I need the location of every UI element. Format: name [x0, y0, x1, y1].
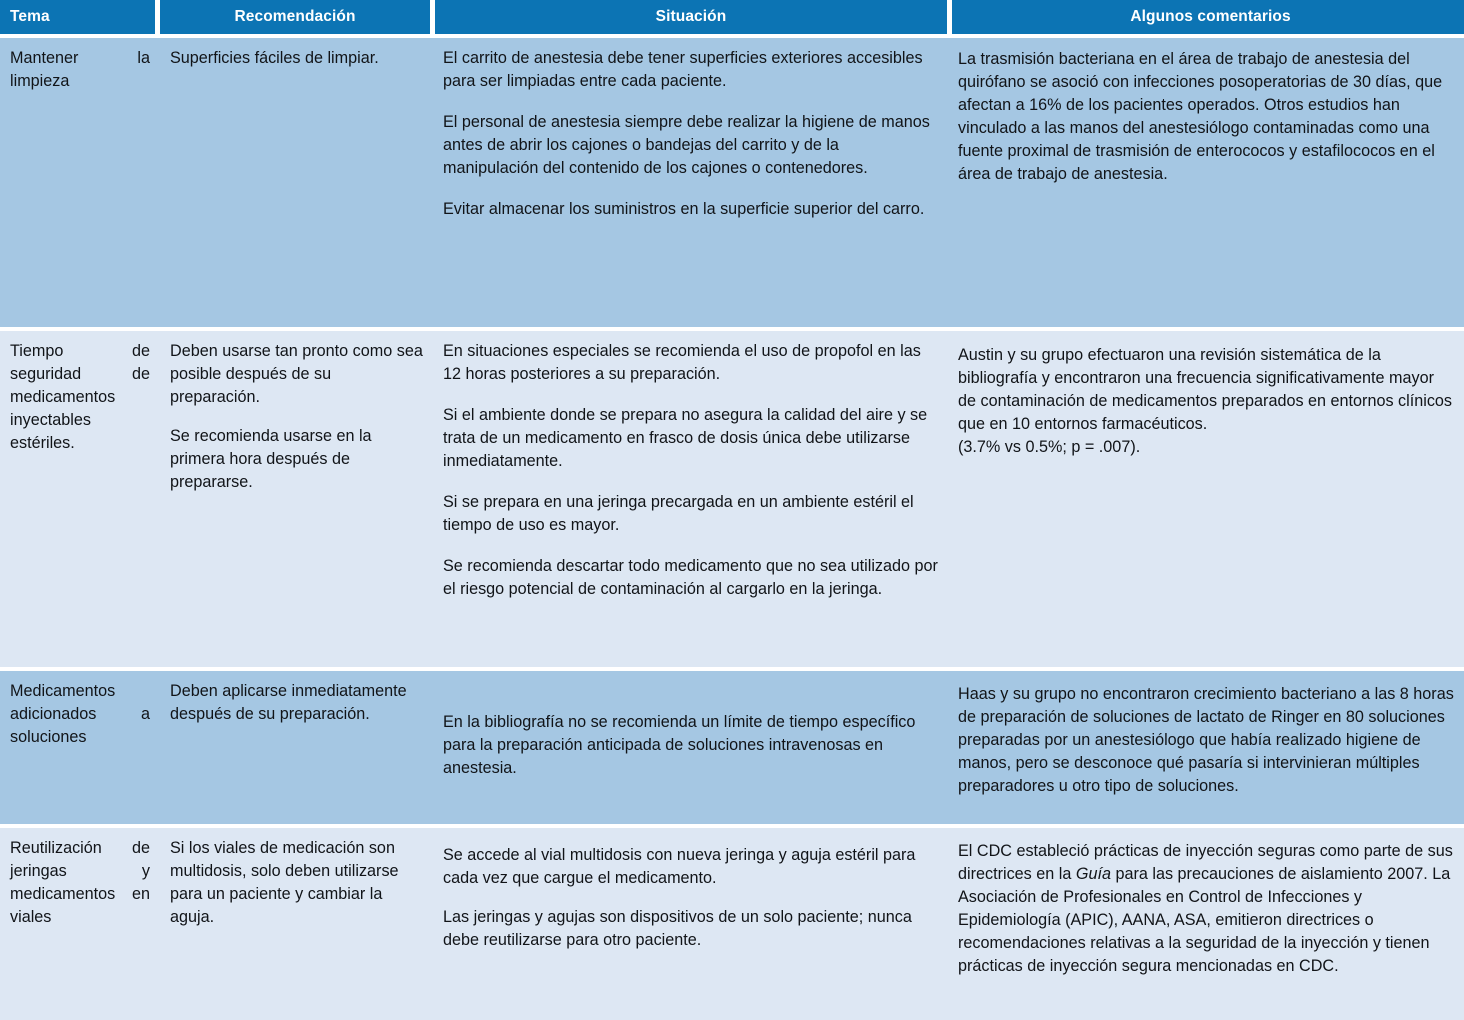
cell-tema: [0, 671, 160, 824]
cell-text: La trasmisión bacteriana en el área de trabajo de anestesia del quirófano se asoció con infecciones posoperatorias de 30 días, que afectan a 16% de los pacientes operados. Otros estudios han vinculado a las manos del anestesiólogo contaminadas como una fuente proximal de trasmisión de enterococos y estafilococos en el área de trabajo de anestesia.: [958, 50, 1443, 183]
cell-recomendacion: [160, 671, 433, 824]
cell-text-part: El CDC estableció prácticas de inyección seguras como parte de sus directrices en la: [958, 842, 1453, 883]
cell-text: Reutilización de jeringas y medicamentos en viales: [10, 839, 150, 926]
cell-text: Se accede al vial multidosis con nueva jeringa y aguja estéril para cada vez que cargue el medicamento.: [443, 846, 916, 887]
column-header-situacion: Situación: [435, 0, 947, 34]
cell-text: Haas y su grupo no encontraron crecimiento bacteriano a las 8 horas de preparación de soluciones de lactato de Ringer en 80 soluciones preparadas por un anestesiólogo que había realizado higiene de manos, pero se desconoce qué pasaría si intervinieran múltiples preparadores u otro tipo de soluciones.: [958, 685, 1454, 795]
cell-text: Superficies fáciles de limpiar.: [170, 49, 379, 67]
cell-recomendacion: [160, 331, 433, 667]
cell-situacion: [433, 38, 948, 327]
cell-text: Evitar almacenar los suministros en la superficie superior del carro.: [443, 200, 925, 218]
cell-text-mixed: [958, 840, 1454, 978]
cell-text: Deben aplicarse inmediatamente después de su preparación.: [170, 682, 407, 723]
cell-text: Tiempo de seguridad de medicamentos inyectables estériles.: [10, 342, 150, 452]
cell-tema: [0, 331, 160, 667]
cell-comentarios: [948, 331, 1464, 667]
cell-text: Deben usarse tan pronto como sea posible después de su preparación.: [170, 342, 423, 406]
cell-situacion: [433, 828, 948, 1020]
cell-comentarios: [948, 671, 1464, 824]
cell-text: El carrito de anestesia debe tener superficies exteriores accesibles para ser limpiadas entre cada paciente.: [443, 49, 923, 90]
table-row: [0, 671, 1464, 824]
cell-text: Se recomienda usarse en la primera hora después de prepararse.: [170, 427, 372, 491]
cell-situacion: [433, 671, 948, 824]
column-header-recomendacion: Recomendación: [160, 0, 430, 34]
cell-text: En la bibliografía no se recomienda un límite de tiempo específico para la preparación anticipada de soluciones intravenosas en anestesia.: [443, 713, 916, 777]
cell-recomendacion: [160, 828, 433, 1020]
cell-text: Las jeringas y agujas son dispositivos de un solo paciente; nunca debe reutilizarse para otro paciente.: [443, 908, 912, 949]
cell-text: En situaciones especiales se recomienda el uso de propofol en las 12 horas posteriores a su preparación.: [443, 342, 921, 383]
cell-recomendacion: [160, 38, 433, 327]
cell-situacion: [433, 331, 948, 667]
cell-text: Si el ambiente donde se prepara no asegura la calidad del aire y se trata de un medicamento en frasco de dosis única debe utilizarse inmediatamente.: [443, 406, 928, 470]
cell-comentarios: [948, 828, 1464, 1020]
table-row: [0, 828, 1464, 1020]
cell-text: Si los viales de medicación son multidosis, solo deben utilizarse para un paciente y cambiar la aguja.: [170, 839, 399, 926]
cell-text: Austin y su grupo efectuaron una revisión sistemática de la bibliografía y encontraron una frecuencia significativamente mayor de contaminación de medicamentos preparados en entornos clínicos que en 10 entornos farmacéuticos.: [958, 346, 1453, 433]
cell-text: Medicamentos adicionados a soluciones: [10, 682, 150, 746]
cell-comentarios: [948, 38, 1464, 327]
cell-text-part: para las precauciones de aislamiento 2007. La Asociación de Profesionales en Control de Infecciones y Epidemiología (APIC), AANA, ASA, emitieron directrices o recomendaciones relativas a la seguridad de la inyección y tienen prácticas de inyección segura mencionadas en CDC.: [958, 865, 1451, 975]
cell-text: Se recomienda descartar todo medicamento que no sea utilizado por el riesgo potencial de contaminación al cargarlo en la jeringa.: [443, 557, 938, 598]
column-header-algunos-comentarios: Algunos comentarios: [952, 0, 1464, 34]
cell-text: (3.7% vs 0.5%; p = .007).: [958, 438, 1141, 456]
table-row: [0, 331, 1464, 667]
cell-tema: [0, 38, 160, 327]
cell-text: Si se prepara en una jeringa precargada en un ambiente estéril el tiempo de uso es mayor.: [443, 493, 914, 534]
table-header-row: [0, 0, 1464, 38]
cell-text: El personal de anestesia siempre debe realizar la higiene de manos antes de abrir los cajones o bandejas del carrito y de la manipulación del contenido de los cajones o contenedores.: [443, 113, 930, 177]
cell-text: Mantener la limpieza: [10, 49, 150, 90]
table-row: [0, 38, 1464, 327]
cell-tema: [0, 828, 160, 1020]
column-header-tema: Tema: [0, 0, 155, 34]
cell-text-italic: Guía: [1075, 865, 1111, 883]
